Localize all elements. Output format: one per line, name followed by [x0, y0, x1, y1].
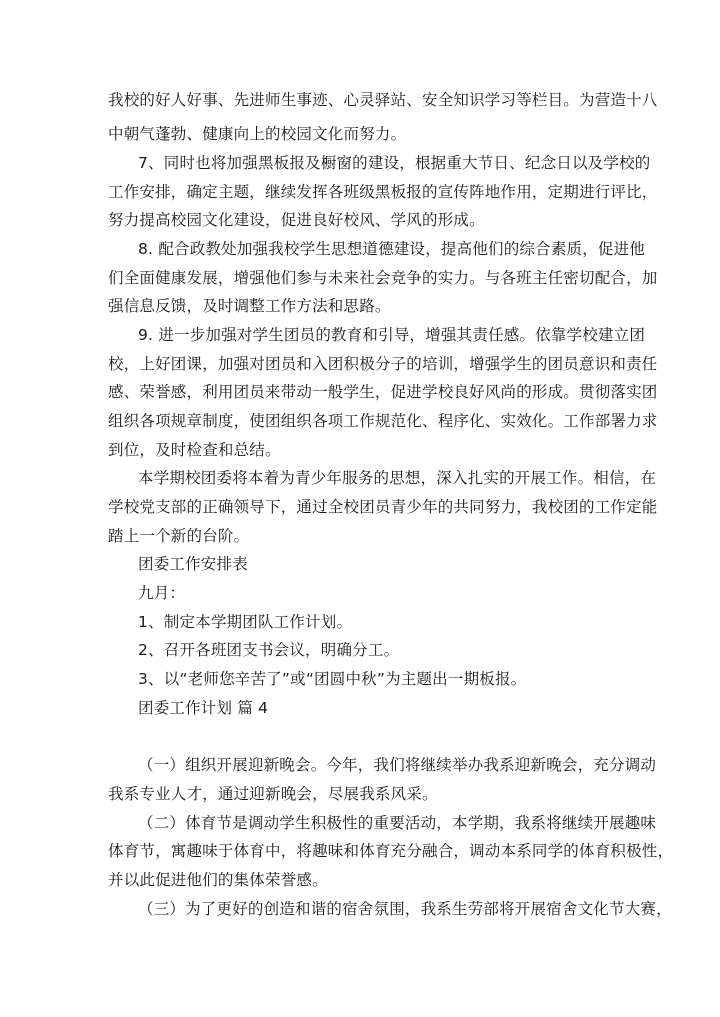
- text-line: 本学期校团委将本着为青少年服务的思想，深入扎实的开展工作。相信，在: [138, 469, 657, 487]
- text-line: 9. 进一步加强对学生团员的教育和引导，增强其责任感。依靠学校建立团: [138, 326, 646, 344]
- section-heading: 团委工作安排表: [138, 555, 248, 573]
- list-item: 3、以“老师您辛苦了”或“团圆中秋”为主题出一期板报。: [138, 670, 527, 688]
- text-line: 工作安排，确定主题，继续发挥各班级黑板报的宣传阵地作用，定期进行评比，: [108, 183, 658, 201]
- text-line: 8. 配合政教处加强我校学生思想道德建设，提高他们的综合素质，促进他: [138, 240, 646, 258]
- list-item: 1、制定本学期团队工作计划。: [138, 613, 353, 631]
- section-heading: 团委工作计划 篇 4: [138, 699, 269, 717]
- text-line: 踏上一个新的台阶。: [108, 527, 250, 545]
- month-label: 九月：: [138, 584, 186, 602]
- text-line: 校，上好团课，加强对团员和入团积极分子的培训，增强学生的团员意识和责任: [108, 355, 658, 373]
- text-line: （二）体育节是调动学生积极性的重要活动，本学期，我系将继续开展趣味: [138, 814, 657, 832]
- text-line: 组织各项规章制度，使团组织各项工作规范化、程序化、实效化。工作部署力求: [108, 412, 658, 430]
- text-line: 我系专业人才，通过迎新晚会，尽展我系风采。: [108, 785, 438, 803]
- list-item: 2、召开各班团支书会议，明确分工。: [138, 641, 400, 659]
- text-line: （三）为了更好的创造和谐的宿舍氛围，我系生劳部将开展宿舍文化节大赛，: [138, 900, 672, 918]
- text-line: 并以此促进他们的集体荣誉感。: [108, 871, 328, 889]
- text-line: 感、荣誉感，利用团员来带动一般学生，促进学校良好风尚的形成。贯彻落实团: [108, 383, 658, 401]
- text-line: 学校党支部的正确领导下，通过全校团员青少年的共同努力，我校团的工作定能: [108, 498, 658, 516]
- text-line: （一）组织开展迎新晚会。今年，我们将继续举办我系迎新晚会，充分调动: [138, 756, 657, 774]
- text-line: 强信息反馈，及时调整工作方法和思路。: [108, 297, 391, 315]
- text-line: 我校的好人好事、先进师生事迹、心灵驿站、安全知识学习等栏目。为营造十八: [108, 91, 658, 109]
- text-line: 努力提高校园文化建设，促进良好校风、学风的形成。: [108, 211, 485, 229]
- text-line: 们全面健康发展，增强他们参与未来社会竞争的实力。与各班主任密切配合，加: [108, 269, 658, 287]
- text-line: 体育节，寓趣味于体育中，将趣味和体育充分融合，调动本系同学的体育积极性，: [108, 842, 674, 860]
- text-line: 7、同时也将加强黑板报及橱窗的建设，根据重大节日、纪念日以及学校的: [138, 154, 651, 172]
- text-line: 到位，及时检查和总结。: [108, 441, 281, 459]
- text-line: 中朝气蓬勃、健康向上的校园文化而努力。: [108, 125, 407, 143]
